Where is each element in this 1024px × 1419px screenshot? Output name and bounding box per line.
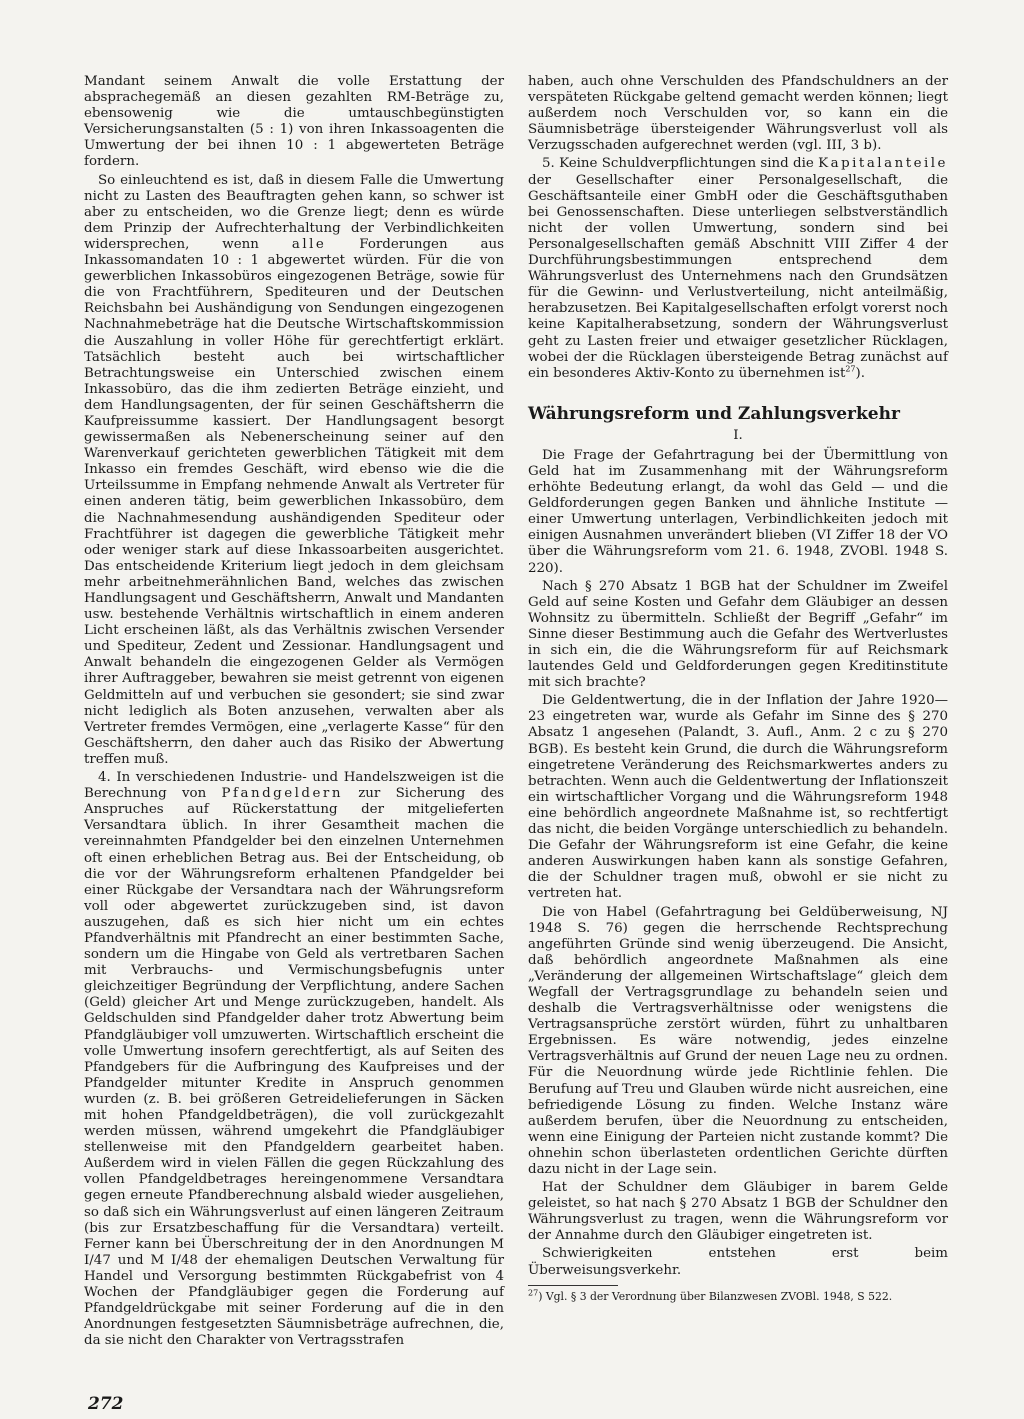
spaced-emphasis: alle	[291, 236, 327, 252]
spaced-emphasis: Pfandgeldern	[221, 786, 343, 802]
section-number: I.	[733, 427, 743, 443]
footnote-divider	[528, 1285, 618, 1286]
left-column	[84, 74, 504, 1349]
page-number: 272	[88, 1394, 124, 1414]
paragraph: 5. Keine Schuldverpflichtungen sind die Kapitalanteile der Gesellschafter einer Personalgesellschaft, die Geschäftsanteile einer GmbH oder die Geschäftsguthaben bei Genossenschaften. Diese unterliegen selbstverständlich nicht der vollen Umwertung, sondern sind bei Personalgesellschaften gemäß Abschnitt VIII Ziffer 4 der Durchführungsbestimmungen entsprechend dem Währungsverlust des Unternehmens nach den Grundsätzen für die Gewinn- und Verlustverteilung, nicht anteilmäßig, herabzusetzen. Bei Kapitalgesellschaften erfolgt vorerst noch keine Kapitalherabsetzung, sondern der Währungsverlust geht zu Lasten freier und etwaiger gesetzlicher Rücklagen, wobei der die Rücklagen übersteigende Betrag zunächst auf ein besonderes Aktiv-Konto zu übernehmen ist$^{27}$).	[528, 156, 948, 381]
footnote-number: 27	[528, 1288, 539, 1298]
paragraph: 4. In verschiedenen Industrie- und Handelszweigen ist die Berechnung von Pfandgeldern zur Sicherung des Anspruches auf Rückerstattung der mitgelieferten Versandtara üblich. In ihrer Gesamtheit machen die vereinnahmten Pfandgelder bei den einzelnen Unternehmen oft einen erheblichen Betrag aus. Bei der Entscheidung, ob die vor der Währungsreform erhaltenen Pfandgelder bei einer Rückgabe der Versandtara nach der Währungsreform voll oder abgewertet zurückzugeben sind, ist davon auszugehen, daß es sich hier nicht um ein echtes Pfandverhältnis mit Pfandrecht an einer bestimmten Sache, sondern um die Hingabe von Geld als vertretbaren Sachen mit Verbrauchs- und Vermischungsbefugnis unter gleichzeitiger Begründung der Verpflichtung, andere Sachen (Geld) gleicher Art und Menge zurückzugeben, handelt. Als Geldschulden sind Pfandgelder daher trotz Abwertung beim Pfandgläubiger voll umzuwerten. Wirtschaftlich erscheint die volle Umwertung insofern gerechtfertigt, als auf Seiten des Pfandgebers für die Aufbringung des Kaufpreises und der Pfandgelder mitunter Kredite in Anspruch genommen wurden (z. B. bei größeren Getreidelieferungen in Säcken mit hohen Pfandgeldbeträgen), die voll zurückgezahlt werden müssen, während umgekehrt die Pfandgläubiger stellenweise mit den Pfandgeldern gearbeitet haben. Außerdem wird in vielen Fällen die gegen Rückzahlung des vollen Pfandgeldbetrages hereingenommene Versandtara gegen erneute Pfandberechnung alsbald wieder ausgeliehen, so daß sich ein Währungsverlust auf einen längeren Zeitraum (bis zur Ersatzbeschaffung für die Versandtara) verteilt. Ferner kann bei Überschreitung der in den Anordnungen M I/47 und M I/48 der ehemaligen Deutschen Verwaltung für Handel und Versorgung bestimmten Rückgabefrist von 4 Wochen der Pfandgläubiger gegen die Forderung auf Pfandgeldrückgabe mit seiner Forderung auf die in den Anordnungen festgesetzten Säumnisbeträge aufrechnen, die, da sie nicht den Charakter von Vertragsstrafen	[84, 770, 504, 1349]
paragraph: Nach § 270 Absatz 1 BGB hat der Schuldner im Zweifel Geld auf seine Kosten und Gefahr dem Gläubiger an dessen Wohnsitz zu übermitteln. Schließt der Begriff „Gefahr“ im Sinne dieser Bestimmung auch die Gefahr des Wertverlustes in sich ein, die die Währungsreform für auf Reichsmark lautendes Geld und Geldforderungen gegen Kreditinstitute mit sich brachte?	[528, 578, 948, 691]
paragraph: Die Frage der Gefahrtragung bei der Übermittlung von Geld hat im Zusammenhang mit der Währungsreform erhöhte Bedeutung erlangt, da wohl das Geld — und die Geldforderungen gegen Banken und ähnliche Institute — einer Umwertung unterlagen, Verbindlichkeiten jedoch mit einigen Ausnahmen unverändert blieben (VI Ziffer 18 der VO über die Währungsreform vom 21. 6. 1948, ZVOBl. 1948 S. 220).	[528, 447, 948, 576]
paragraph: So einleuchtend es ist, daß in diesem Falle die Umwertung nicht zu Lasten des Beauftragten gehen kann, so schwer ist aber zu entscheiden, wo die Grenze liegt; denn es würde dem Prinzip der Aufrechterhaltung der Verbindlichkeiten widersprechen, wenn alle Forderungen aus Inkassomandaten 10 : 1 abgewertet würden. Für die von gewerblichen Inkassobüros eingezogenen Beträge, sowie für die von Frachtführern, Spediteuren und der Deutschen Reichsbahn bei Aushändigung von Sendungen eingezogenen Nachnahmebeträge hat die Deutsche Wirtschaftskommission die Auszahlung in voller Höhe für gerechtfertigt erklärt. Tatsächlich besteht auch bei wirtschaftlicher Betrachtungsweise ein Unterschied zwischen einem Inkassobüro, das die ihm zedierten Beträge einzieht, und dem Handlungsagenten, der für seinen Geschäftsherrn die Kaufpreissumme kassiert. Der Handlungsagent besorgt gewissermaßen als Nebenerscheinung seiner auf den Warenverkauf gerichteten gewerblichen Tätigkeit mit dem Inkasso ein fremdes Geschäft, wird ebenso wie die die Urteilssumme in Empfang nehmende Anwalt als Vertreter für einen anderen tätig, beim gewerblichen Inkassobüro, dem die Nachnahmesendung aushändigenden Spediteur oder Frachtführer ist dagegen die gewerbliche Tätigkeit mehr oder weniger stark auf diese Inkassoarbeiten ausgerichtet. Das entscheidende Kriterium liegt jedoch in dem gleichsam mehr arbeitnehmerähnlichen Band, welches das zwischen Handlungsagent und Geschäftsherrn, Anwalt und Mandanten usw. bestehende Verhältnis wirtschaftlich in einem anderen Licht erscheinen läßt, als das Verhältnis zwischen Versender und Spediteur, Zedent und Zessionar. Handlungsagent und Anwalt behandeln die eingezogenen Gelder als Vermögen ihrer Auftraggeber, bewahren sie meist getrennt von eigenen Geldmitteln auf und verbuchen sie gesondert; sie sind zwar nicht lediglich als Boten anzusehen, verwalten aber als Vertreter fremdes Vermögen, eine „verlagerte Kasse“ für den Geschäftsherrn, den daher auch das Risiko der Abwertung treffen muß.	[84, 172, 504, 767]
paragraph: Mandant seinem Anwalt die volle Erstattung der absprachegemäß an diesen gezahlten RM-Beträge zu, ebensowenig wie die umtauschbegünstigten Versicherungsanstalten (5 : 1) von ihren Inkassoagenten die Umwertung der bei ihnen 10 : 1 abgewerteten Beträge fordern.	[84, 74, 504, 170]
paragraph: Die Geldentwertung, die in der Inflation der Jahre 1920—23 eingetreten war, wurde als Gefahr im Sinne des § 270 Absatz 1 angesehen (Palandt, 3. Aufl., Anm. 2 c zu § 270 BGB). Es besteht kein Grund, die durch die Währungsreform eingetretene Veränderung des Reichsmarkwertes anders zu betrachten. Wenn auch die Geldentwertung der Inflationszeit ein wirtschaftlicher Vorgang und die Währungsreform 1948 eine behördlich angeordnete Maßnahme ist, so rechtfertigt das nicht, die beiden Vorgänge unterschiedlich zu behandeln. Die Gefahr der Währungsreform ist eine Gefahr, die keine anderen Auswirkungen haben kann als sonstige Gefahren, die der Schuldner tragen muß, obwohl er sie nicht zu vertreten hat.	[528, 693, 948, 902]
paragraph: Schwierigkeiten entstehen erst beim Überweisungsverkehr.	[528, 1246, 948, 1278]
footnote-ref: 27	[845, 364, 856, 374]
section-heading: Währungsreform und Zahlungsverkehr	[528, 403, 900, 424]
paragraph: Die von Habel (Gefahrtragung bei Geldüberweisung, NJ 1948 S. 76) gegen die herrschende Rechtsprechung angeführten Gründe sind wenig überzeugend. Die Ansicht, daß behördlich angeordnete Maßnahmen als eine „Veränderung der allgemeinen Wirtschaftslage“ gleich dem Wegfall der Vertragsgrundlage zu behandeln seien und deshalb die Vertragsverhältnisse oder wenigstens die Vertragsansprüche zerstört würden, führt zu unhaltbaren Ergebnissen. Es wäre notwendig, jedes einzelne Vertragsverhältnis auf Grund der neuen Lage neu zu ordnen. Für die Neuordnung würde jede Richtlinie fehlen. Die Berufung auf Treu und Glauben würde nicht ausreichen, eine befriedigende Lösung zu finden. Welche Instanz wäre außerdem berufen, über die Neuordnung zu entscheiden, wenn eine Einigung der Parteien nicht zustande kommt? Die ohnehin schon überlasteten ordentlichen Gerichte dürften dazu nicht in der Lage sein.	[528, 904, 948, 1177]
spaced-emphasis: Kapitalanteile	[818, 156, 948, 172]
footnote: $^{27}$) Vgl. § 3 der Verordnung über Bilanzwesen ZVOBl. 1948, S 522.	[528, 1288, 893, 1303]
paragraph: Hat der Schuldner dem Gläubiger in barem Gelde geleistet, so hat nach § 270 Absatz 1 BGB der Schuldner den Währungsverlust zu tragen, wenn die Währungsreform vor der Annahme durch den Gläubiger eingetreten ist.	[528, 1180, 948, 1244]
paragraph: haben, auch ohne Verschulden des Pfandschuldners an der verspäteten Rückgabe geltend gemacht werden können; liegt außerdem noch Verschulden vor, so kann ein die Säumnisbeträge übersteigender Währungsverlust voll als Verzugsschaden aufgerechnet werden (vgl. III, 3 b).	[528, 74, 948, 154]
right-column	[528, 74, 948, 1303]
